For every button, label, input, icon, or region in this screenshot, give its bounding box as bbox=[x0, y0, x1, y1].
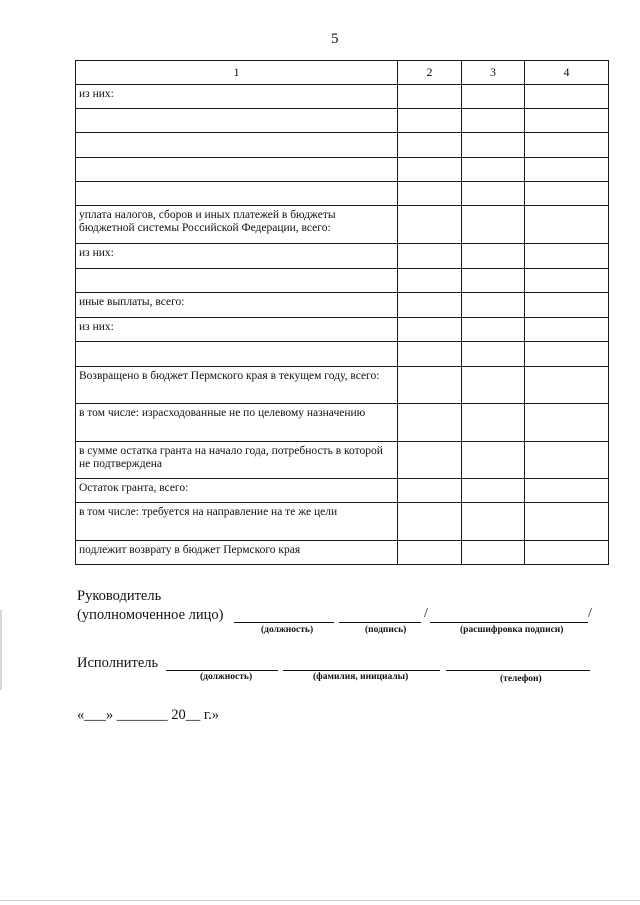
table-row bbox=[76, 244, 609, 269]
value-cell-col-2[interactable] bbox=[398, 342, 462, 367]
table-row bbox=[76, 318, 609, 342]
table-row bbox=[76, 293, 609, 318]
value-cell-col-3[interactable] bbox=[462, 367, 525, 404]
position-signature-line bbox=[234, 622, 334, 623]
value-cell-col-3[interactable] bbox=[462, 133, 525, 158]
row-label: Возвращено в бюджет Пермского края в текущем году, всего: bbox=[76, 367, 398, 404]
table-row bbox=[76, 269, 609, 293]
value-cell-col-3[interactable] bbox=[462, 404, 525, 442]
head-subtitle: (уполномоченное лицо) bbox=[77, 607, 224, 623]
row-label bbox=[76, 158, 398, 182]
scan-edge-left bbox=[0, 610, 2, 690]
table-row bbox=[76, 541, 609, 565]
row-label: из них: bbox=[76, 85, 398, 109]
row-label: в том числе: израсходованные не по целевому назначению bbox=[76, 404, 398, 442]
table-row bbox=[76, 367, 609, 404]
value-cell-col-4[interactable] bbox=[525, 244, 609, 269]
row-label bbox=[76, 342, 398, 367]
value-cell-col-3[interactable] bbox=[462, 342, 525, 367]
value-cell-col-3[interactable] bbox=[462, 442, 525, 479]
value-cell-col-4[interactable] bbox=[525, 342, 609, 367]
value-cell-col-2[interactable] bbox=[398, 85, 462, 109]
table-row bbox=[76, 479, 609, 503]
caption-executor-phone: (телефон) bbox=[500, 674, 542, 684]
executor-title: Исполнитель bbox=[77, 655, 159, 671]
value-cell-col-2[interactable] bbox=[398, 503, 462, 541]
executor-position-line bbox=[166, 670, 278, 671]
value-cell-col-2[interactable] bbox=[398, 133, 462, 158]
row-label: уплата налогов, сборов и иных платежей в бюджеты бюджетной системы Российской Федерации, всего: bbox=[76, 206, 398, 244]
value-cell-col-4[interactable] bbox=[525, 158, 609, 182]
value-cell-col-2[interactable] bbox=[398, 244, 462, 269]
caption-signature-decoding: (расшифровка подписи) bbox=[460, 625, 564, 635]
row-label: в том числе: требуется на направление на те же цели bbox=[76, 503, 398, 541]
value-cell-col-2[interactable] bbox=[398, 404, 462, 442]
executor-phone-line bbox=[446, 670, 590, 671]
table-row bbox=[76, 404, 609, 442]
head-title: Руководитель bbox=[77, 588, 162, 604]
value-cell-col-3[interactable] bbox=[462, 293, 525, 318]
row-label bbox=[76, 133, 398, 158]
column-header-3: 3 bbox=[462, 61, 525, 85]
value-cell-col-3[interactable] bbox=[462, 158, 525, 182]
value-cell-col-2[interactable] bbox=[398, 182, 462, 206]
row-label: иные выплаты, всего: bbox=[76, 293, 398, 318]
caption-position: (должность) bbox=[261, 625, 314, 635]
table-row bbox=[76, 342, 609, 367]
value-cell-col-4[interactable] bbox=[525, 206, 609, 244]
signature-slash-left: / bbox=[424, 606, 428, 621]
table-row bbox=[76, 85, 609, 109]
value-cell-col-4[interactable] bbox=[525, 109, 609, 133]
value-cell-col-3[interactable] bbox=[462, 244, 525, 269]
value-cell-col-3[interactable] bbox=[462, 541, 525, 565]
value-cell-col-2[interactable] bbox=[398, 293, 462, 318]
value-cell-col-4[interactable] bbox=[525, 367, 609, 404]
table-row bbox=[76, 206, 609, 244]
value-cell-col-4[interactable] bbox=[525, 293, 609, 318]
value-cell-col-2[interactable] bbox=[398, 109, 462, 133]
value-cell-col-4[interactable] bbox=[525, 479, 609, 503]
row-label bbox=[76, 109, 398, 133]
row-label: из них: bbox=[76, 244, 398, 269]
value-cell-col-3[interactable] bbox=[462, 479, 525, 503]
value-cell-col-4[interactable] bbox=[525, 182, 609, 206]
value-cell-col-2[interactable] bbox=[398, 158, 462, 182]
signature-decoding-line bbox=[430, 622, 588, 623]
value-cell-col-4[interactable] bbox=[525, 442, 609, 479]
value-cell-col-2[interactable] bbox=[398, 479, 462, 503]
table-row bbox=[76, 182, 609, 206]
table-row bbox=[76, 158, 609, 182]
value-cell-col-2[interactable] bbox=[398, 206, 462, 244]
scan-edge-bottom bbox=[0, 900, 640, 901]
value-cell-col-4[interactable] bbox=[525, 269, 609, 293]
column-header-4: 4 bbox=[525, 61, 609, 85]
value-cell-col-4[interactable] bbox=[525, 503, 609, 541]
table-row bbox=[76, 503, 609, 541]
caption-executor-position: (должность) bbox=[200, 672, 253, 682]
column-header-1: 1 bbox=[76, 61, 398, 85]
value-cell-col-3[interactable] bbox=[462, 182, 525, 206]
column-header-2: 2 bbox=[398, 61, 462, 85]
value-cell-col-4[interactable] bbox=[525, 404, 609, 442]
date-line: «___» _______ 20__ г.» bbox=[77, 707, 220, 723]
value-cell-col-2[interactable] bbox=[398, 541, 462, 565]
row-label bbox=[76, 182, 398, 206]
signature-slash-right: / bbox=[588, 606, 592, 621]
value-cell-col-2[interactable] bbox=[398, 367, 462, 404]
value-cell-col-3[interactable] bbox=[462, 85, 525, 109]
value-cell-col-3[interactable] bbox=[462, 318, 525, 342]
caption-signature: (подпись) bbox=[365, 625, 407, 635]
caption-executor-name: (фамилия, инициалы) bbox=[313, 672, 409, 682]
row-label: подлежит возврату в бюджет Пермского края bbox=[76, 541, 398, 565]
page-number: 5 bbox=[331, 31, 339, 47]
value-cell-col-3[interactable] bbox=[462, 503, 525, 541]
table-row bbox=[76, 133, 609, 158]
value-cell-col-4[interactable] bbox=[525, 318, 609, 342]
table-body bbox=[76, 85, 609, 565]
value-cell-col-4[interactable] bbox=[525, 133, 609, 158]
value-cell-col-3[interactable] bbox=[462, 206, 525, 244]
table-row bbox=[76, 442, 609, 479]
value-cell-col-4[interactable] bbox=[525, 85, 609, 109]
value-cell-col-2[interactable] bbox=[398, 318, 462, 342]
value-cell-col-3[interactable] bbox=[462, 109, 525, 133]
value-cell-col-2[interactable] bbox=[398, 442, 462, 479]
table-row bbox=[76, 109, 609, 133]
value-cell-col-3[interactable] bbox=[462, 269, 525, 293]
row-label: Остаток гранта, всего: bbox=[76, 479, 398, 503]
row-label: из них: bbox=[76, 318, 398, 342]
executor-name-line bbox=[283, 670, 440, 671]
value-cell-col-4[interactable] bbox=[525, 541, 609, 565]
report-table bbox=[75, 60, 609, 565]
table-header-row bbox=[76, 61, 609, 85]
row-label: в сумме остатка гранта на начало года, потребность в которой не подтверждена bbox=[76, 442, 398, 479]
row-label bbox=[76, 269, 398, 293]
signature-line bbox=[339, 622, 421, 623]
value-cell-col-2[interactable] bbox=[398, 269, 462, 293]
